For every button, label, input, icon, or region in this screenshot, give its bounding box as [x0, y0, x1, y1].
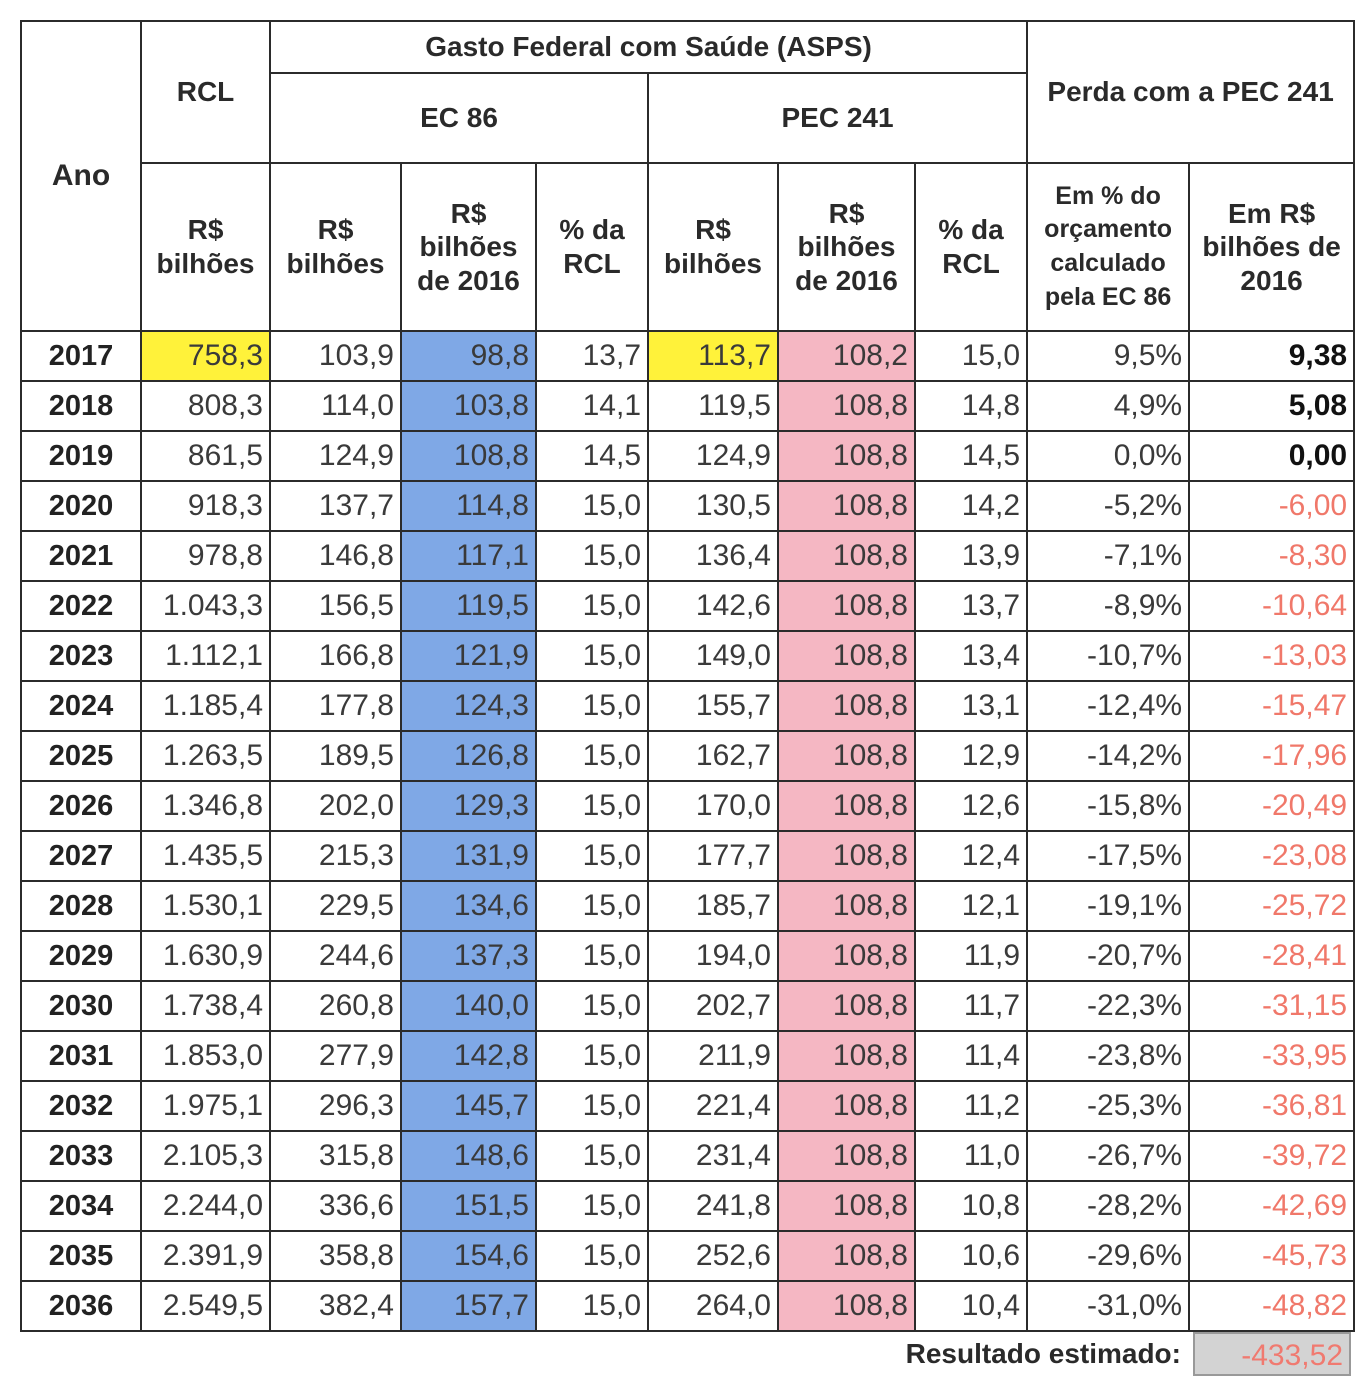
- table-row: [21, 431, 1354, 481]
- subheader-pec-rs: R$ bilhões: [648, 163, 778, 331]
- cell-rcl: 2.105,3: [141, 1131, 270, 1181]
- cell-ec86-pct: 15,0: [536, 881, 648, 931]
- cell-rcl: 1.738,4: [141, 981, 270, 1031]
- cell-ec86-rs: 177,8: [270, 681, 401, 731]
- cell-ano: 2021: [21, 531, 141, 581]
- cell-ec86-rs2016: 148,6: [401, 1131, 536, 1181]
- table-row: [21, 581, 1354, 631]
- cell-ec86-pct: 15,0: [536, 631, 648, 681]
- header-gasto-federal: Gasto Federal com Saúde (ASPS): [270, 21, 1027, 73]
- cell-perda-pct: -19,1%: [1027, 881, 1189, 931]
- cell-pec-pct: 11,2: [915, 1081, 1027, 1131]
- cell-perda-pct: -5,2%: [1027, 481, 1189, 531]
- cell-pec-rs: 202,7: [648, 981, 778, 1031]
- cell-rcl: 1.263,5: [141, 731, 270, 781]
- cell-pec-rs2016: 108,8: [778, 631, 915, 681]
- cell-ec86-rs2016: 140,0: [401, 981, 536, 1031]
- cell-perda-rs: 9,38: [1189, 331, 1354, 381]
- cell-perda-pct: -20,7%: [1027, 931, 1189, 981]
- cell-pec-rs2016: 108,8: [778, 1181, 915, 1231]
- header-ano: Ano: [21, 21, 141, 331]
- cell-pec-pct: 10,4: [915, 1281, 1027, 1331]
- cell-ec86-rs2016: 131,9: [401, 831, 536, 881]
- cell-pec-rs2016: 108,8: [778, 381, 915, 431]
- cell-pec-rs: 194,0: [648, 931, 778, 981]
- result-label: Resultado estimado:: [905, 1338, 1181, 1369]
- cell-rcl: 1.530,1: [141, 881, 270, 931]
- cell-ec86-pct: 15,0: [536, 1131, 648, 1181]
- cell-perda-pct: -23,8%: [1027, 1031, 1189, 1081]
- cell-ano: 2023: [21, 631, 141, 681]
- cell-perda-rs: -25,72: [1189, 881, 1354, 931]
- cell-rcl: 1.346,8: [141, 781, 270, 831]
- cell-ec86-rs2016: 98,8: [401, 331, 536, 381]
- table-row: [21, 1131, 1354, 1181]
- cell-rcl: 1.975,1: [141, 1081, 270, 1131]
- header-pec241: PEC 241: [648, 73, 1027, 163]
- cell-ec86-rs2016: 145,7: [401, 1081, 536, 1131]
- cell-rcl: 1.043,3: [141, 581, 270, 631]
- cell-pec-rs: 136,4: [648, 531, 778, 581]
- table-row: [21, 631, 1354, 681]
- table-row: [21, 731, 1354, 781]
- cell-perda-rs: -45,73: [1189, 1231, 1354, 1281]
- table-row: [21, 681, 1354, 731]
- cell-pec-rs2016: 108,8: [778, 1281, 915, 1331]
- cell-ano: 2034: [21, 1181, 141, 1231]
- cell-perda-pct: -29,6%: [1027, 1231, 1189, 1281]
- cell-pec-rs2016: 108,8: [778, 881, 915, 931]
- cell-pec-rs: 170,0: [648, 781, 778, 831]
- cell-ano: 2018: [21, 381, 141, 431]
- cell-pec-rs2016: 108,8: [778, 481, 915, 531]
- cell-ano: 2030: [21, 981, 141, 1031]
- cell-ec86-rs: 382,4: [270, 1281, 401, 1331]
- table-row: [21, 1081, 1354, 1131]
- cell-perda-pct: 4,9%: [1027, 381, 1189, 431]
- result-value: -433,52: [1193, 1332, 1351, 1376]
- cell-pec-pct: 10,8: [915, 1181, 1027, 1231]
- cell-pec-pct: 13,9: [915, 531, 1027, 581]
- cell-perda-pct: -28,2%: [1027, 1181, 1189, 1231]
- cell-ec86-rs: 189,5: [270, 731, 401, 781]
- cell-perda-rs: -48,82: [1189, 1281, 1354, 1331]
- cell-pec-rs: 211,9: [648, 1031, 778, 1081]
- cell-ec86-rs: 202,0: [270, 781, 401, 831]
- cell-ec86-pct: 15,0: [536, 731, 648, 781]
- cell-pec-rs: 221,4: [648, 1081, 778, 1131]
- cell-ec86-rs: 215,3: [270, 831, 401, 881]
- cell-pec-pct: 14,2: [915, 481, 1027, 531]
- table-row: [21, 831, 1354, 881]
- cell-ec86-pct: 15,0: [536, 681, 648, 731]
- table-body: [21, 331, 1354, 1331]
- cell-ec86-rs2016: 126,8: [401, 731, 536, 781]
- cell-perda-pct: -8,9%: [1027, 581, 1189, 631]
- cell-ec86-rs: 260,8: [270, 981, 401, 1031]
- cell-pec-rs2016: 108,8: [778, 981, 915, 1031]
- cell-pec-pct: 13,1: [915, 681, 1027, 731]
- cell-ano: 2025: [21, 731, 141, 781]
- cell-ano: 2024: [21, 681, 141, 731]
- cell-ec86-pct: 13,7: [536, 331, 648, 381]
- cell-pec-pct: 14,5: [915, 431, 1027, 481]
- subheader-perda-pct: Em % do orçamento calculado pela EC 86: [1027, 163, 1189, 331]
- cell-pec-rs2016: 108,8: [778, 781, 915, 831]
- cell-perda-pct: -10,7%: [1027, 631, 1189, 681]
- table-row: [21, 481, 1354, 531]
- cell-ec86-rs: 229,5: [270, 881, 401, 931]
- cell-pec-rs2016: 108,8: [778, 1231, 915, 1281]
- table-row: [21, 381, 1354, 431]
- cell-pec-rs2016: 108,8: [778, 1081, 915, 1131]
- cell-ec86-rs2016: 157,7: [401, 1281, 536, 1331]
- cell-ec86-rs2016: 137,3: [401, 931, 536, 981]
- cell-ec86-pct: 15,0: [536, 1281, 648, 1331]
- cell-pec-rs2016: 108,8: [778, 1131, 915, 1181]
- cell-pec-rs: 252,6: [648, 1231, 778, 1281]
- table-row: [21, 1031, 1354, 1081]
- cell-ec86-pct: 15,0: [536, 781, 648, 831]
- cell-pec-rs: 124,9: [648, 431, 778, 481]
- cell-pec-pct: 13,7: [915, 581, 1027, 631]
- cell-ec86-pct: 15,0: [536, 831, 648, 881]
- cell-ec86-rs2016: 134,6: [401, 881, 536, 931]
- table-row: [21, 531, 1354, 581]
- cell-pec-rs2016: 108,2: [778, 331, 915, 381]
- table-row: [21, 781, 1354, 831]
- cell-ec86-rs2016: 154,6: [401, 1231, 536, 1281]
- cell-ec86-pct: 15,0: [536, 1231, 648, 1281]
- cell-rcl: 1.112,1: [141, 631, 270, 681]
- cell-pec-pct: 11,4: [915, 1031, 1027, 1081]
- cell-ano: 2029: [21, 931, 141, 981]
- header-perda: Perda com a PEC 241: [1027, 21, 1354, 163]
- cell-ec86-rs: 103,9: [270, 331, 401, 381]
- cell-pec-rs: 142,6: [648, 581, 778, 631]
- cell-ec86-rs2016: 114,8: [401, 481, 536, 531]
- cell-pec-rs: 185,7: [648, 881, 778, 931]
- cell-perda-rs: -6,00: [1189, 481, 1354, 531]
- cell-perda-pct: -26,7%: [1027, 1131, 1189, 1181]
- cell-perda-rs: -39,72: [1189, 1131, 1354, 1181]
- cell-perda-pct: -31,0%: [1027, 1281, 1189, 1331]
- cell-ec86-pct: 15,0: [536, 981, 648, 1031]
- cell-perda-pct: -17,5%: [1027, 831, 1189, 881]
- cell-perda-pct: 9,5%: [1027, 331, 1189, 381]
- cell-perda-rs: -23,08: [1189, 831, 1354, 881]
- cell-perda-rs: 5,08: [1189, 381, 1354, 431]
- cell-rcl: 1.630,9: [141, 931, 270, 981]
- cell-perda-pct: -15,8%: [1027, 781, 1189, 831]
- cell-perda-rs: -8,30: [1189, 531, 1354, 581]
- cell-rcl: 2.391,9: [141, 1231, 270, 1281]
- cell-ec86-rs: 358,8: [270, 1231, 401, 1281]
- cell-pec-rs2016: 108,8: [778, 431, 915, 481]
- cell-perda-rs: -28,41: [1189, 931, 1354, 981]
- table-row: [21, 331, 1354, 381]
- cell-ec86-rs2016: 117,1: [401, 531, 536, 581]
- header-ec86: EC 86: [270, 73, 648, 163]
- subheader-rcl-rs: R$ bilhões: [141, 163, 270, 331]
- subheader-perda-rs: Em R$ bilhões de 2016: [1189, 163, 1354, 331]
- cell-perda-rs: -33,95: [1189, 1031, 1354, 1081]
- cell-rcl: 978,8: [141, 531, 270, 581]
- cell-pec-rs: 241,8: [648, 1181, 778, 1231]
- cell-ano: 2022: [21, 581, 141, 631]
- table-row: [21, 881, 1354, 931]
- subheader-ec86-rs2016: R$ bilhões de 2016: [401, 163, 536, 331]
- cell-pec-pct: 12,1: [915, 881, 1027, 931]
- cell-rcl: 758,3: [141, 331, 270, 381]
- cell-ec86-rs2016: 151,5: [401, 1181, 536, 1231]
- cell-pec-rs2016: 108,8: [778, 681, 915, 731]
- cell-pec-rs: 177,7: [648, 831, 778, 881]
- cell-ano: 2027: [21, 831, 141, 881]
- cell-perda-rs: -42,69: [1189, 1181, 1354, 1231]
- cell-ec86-pct: 15,0: [536, 581, 648, 631]
- cell-ec86-rs: 315,8: [270, 1131, 401, 1181]
- cell-ec86-pct: 15,0: [536, 531, 648, 581]
- cell-perda-rs: -36,81: [1189, 1081, 1354, 1131]
- cell-perda-rs: -31,15: [1189, 981, 1354, 1031]
- cell-ec86-pct: 15,0: [536, 931, 648, 981]
- cell-perda-rs: -17,96: [1189, 731, 1354, 781]
- cell-perda-rs: -13,03: [1189, 631, 1354, 681]
- cell-perda-rs: 0,00: [1189, 431, 1354, 481]
- cell-ec86-rs: 296,3: [270, 1081, 401, 1131]
- cell-ano: 2026: [21, 781, 141, 831]
- cell-rcl: 2.244,0: [141, 1181, 270, 1231]
- cell-rcl: 1.435,5: [141, 831, 270, 881]
- cell-pec-rs: 231,4: [648, 1131, 778, 1181]
- cell-ec86-rs2016: 108,8: [401, 431, 536, 481]
- cell-ano: 2031: [21, 1031, 141, 1081]
- cell-perda-pct: -12,4%: [1027, 681, 1189, 731]
- cell-pec-rs: 155,7: [648, 681, 778, 731]
- cell-ec86-rs2016: 119,5: [401, 581, 536, 631]
- cell-ec86-rs2016: 103,8: [401, 381, 536, 431]
- cell-ec86-pct: 14,1: [536, 381, 648, 431]
- subheader-pec-rs2016: R$ bilhões de 2016: [778, 163, 915, 331]
- cell-perda-pct: -7,1%: [1027, 531, 1189, 581]
- cell-ano: 2028: [21, 881, 141, 931]
- cell-pec-rs2016: 108,8: [778, 581, 915, 631]
- cell-pec-pct: 12,9: [915, 731, 1027, 781]
- cell-ec86-rs2016: 124,3: [401, 681, 536, 731]
- cell-rcl: 808,3: [141, 381, 270, 431]
- table-row: [21, 981, 1354, 1031]
- cell-ano: 2036: [21, 1281, 141, 1331]
- cell-pec-rs2016: 108,8: [778, 531, 915, 581]
- cell-ec86-rs2016: 129,3: [401, 781, 536, 831]
- cell-rcl: 861,5: [141, 431, 270, 481]
- subheader-ec86-rs: R$ bilhões: [270, 163, 401, 331]
- cell-pec-rs: 119,5: [648, 381, 778, 431]
- cell-pec-rs: 113,7: [648, 331, 778, 381]
- table-row: [21, 931, 1354, 981]
- cell-ec86-pct: 15,0: [536, 1181, 648, 1231]
- cell-pec-rs: 264,0: [648, 1281, 778, 1331]
- subheader-ec86-pct: % da RCL: [536, 163, 648, 331]
- cell-ano: 2020: [21, 481, 141, 531]
- cell-ano: 2032: [21, 1081, 141, 1131]
- cell-ec86-pct: 15,0: [536, 481, 648, 531]
- spending-table: [20, 20, 1355, 1332]
- cell-perda-rs: -15,47: [1189, 681, 1354, 731]
- table-row: [21, 1181, 1354, 1231]
- cell-ec86-pct: 15,0: [536, 1031, 648, 1081]
- cell-pec-pct: 11,7: [915, 981, 1027, 1031]
- cell-ec86-rs: 166,8: [270, 631, 401, 681]
- cell-pec-pct: 13,4: [915, 631, 1027, 681]
- header-rcl: RCL: [141, 21, 270, 163]
- cell-pec-pct: 12,4: [915, 831, 1027, 881]
- cell-ec86-rs: 244,6: [270, 931, 401, 981]
- cell-pec-rs2016: 108,8: [778, 1031, 915, 1081]
- cell-ec86-rs: 156,5: [270, 581, 401, 631]
- cell-ec86-rs2016: 142,8: [401, 1031, 536, 1081]
- cell-ec86-rs: 336,6: [270, 1181, 401, 1231]
- cell-ano: 2033: [21, 1131, 141, 1181]
- cell-pec-rs2016: 108,8: [778, 831, 915, 881]
- cell-perda-rs: -10,64: [1189, 581, 1354, 631]
- cell-ec86-rs: 146,8: [270, 531, 401, 581]
- cell-perda-pct: -25,3%: [1027, 1081, 1189, 1131]
- cell-ec86-rs: 124,9: [270, 431, 401, 481]
- cell-rcl: 1.853,0: [141, 1031, 270, 1081]
- cell-perda-pct: -14,2%: [1027, 731, 1189, 781]
- cell-perda-rs: -20,49: [1189, 781, 1354, 831]
- cell-ec86-rs: 277,9: [270, 1031, 401, 1081]
- table-row: [21, 1231, 1354, 1281]
- cell-ec86-rs2016: 121,9: [401, 631, 536, 681]
- cell-perda-pct: 0,0%: [1027, 431, 1189, 481]
- cell-pec-rs2016: 108,8: [778, 731, 915, 781]
- cell-pec-pct: 15,0: [915, 331, 1027, 381]
- cell-perda-pct: -22,3%: [1027, 981, 1189, 1031]
- cell-ec86-rs: 114,0: [270, 381, 401, 431]
- cell-ec86-pct: 14,5: [536, 431, 648, 481]
- cell-pec-rs2016: 108,8: [778, 931, 915, 981]
- cell-rcl: 2.549,5: [141, 1281, 270, 1331]
- cell-rcl: 918,3: [141, 481, 270, 531]
- cell-pec-pct: 11,9: [915, 931, 1027, 981]
- cell-pec-rs: 130,5: [648, 481, 778, 531]
- cell-pec-pct: 14,8: [915, 381, 1027, 431]
- subheader-pec-pct: % da RCL: [915, 163, 1027, 331]
- cell-ec86-pct: 15,0: [536, 1081, 648, 1131]
- cell-pec-pct: 11,0: [915, 1131, 1027, 1181]
- table-row: [21, 1281, 1354, 1331]
- cell-pec-pct: 12,6: [915, 781, 1027, 831]
- cell-pec-rs: 162,7: [648, 731, 778, 781]
- cell-pec-rs: 149,0: [648, 631, 778, 681]
- cell-ano: 2019: [21, 431, 141, 481]
- table-header: [21, 21, 1354, 331]
- result-row: [20, 1330, 1353, 1380]
- cell-ano: 2035: [21, 1231, 141, 1281]
- cell-ano: 2017: [21, 331, 141, 381]
- cell-pec-pct: 10,6: [915, 1231, 1027, 1281]
- cell-ec86-rs: 137,7: [270, 481, 401, 531]
- cell-rcl: 1.185,4: [141, 681, 270, 731]
